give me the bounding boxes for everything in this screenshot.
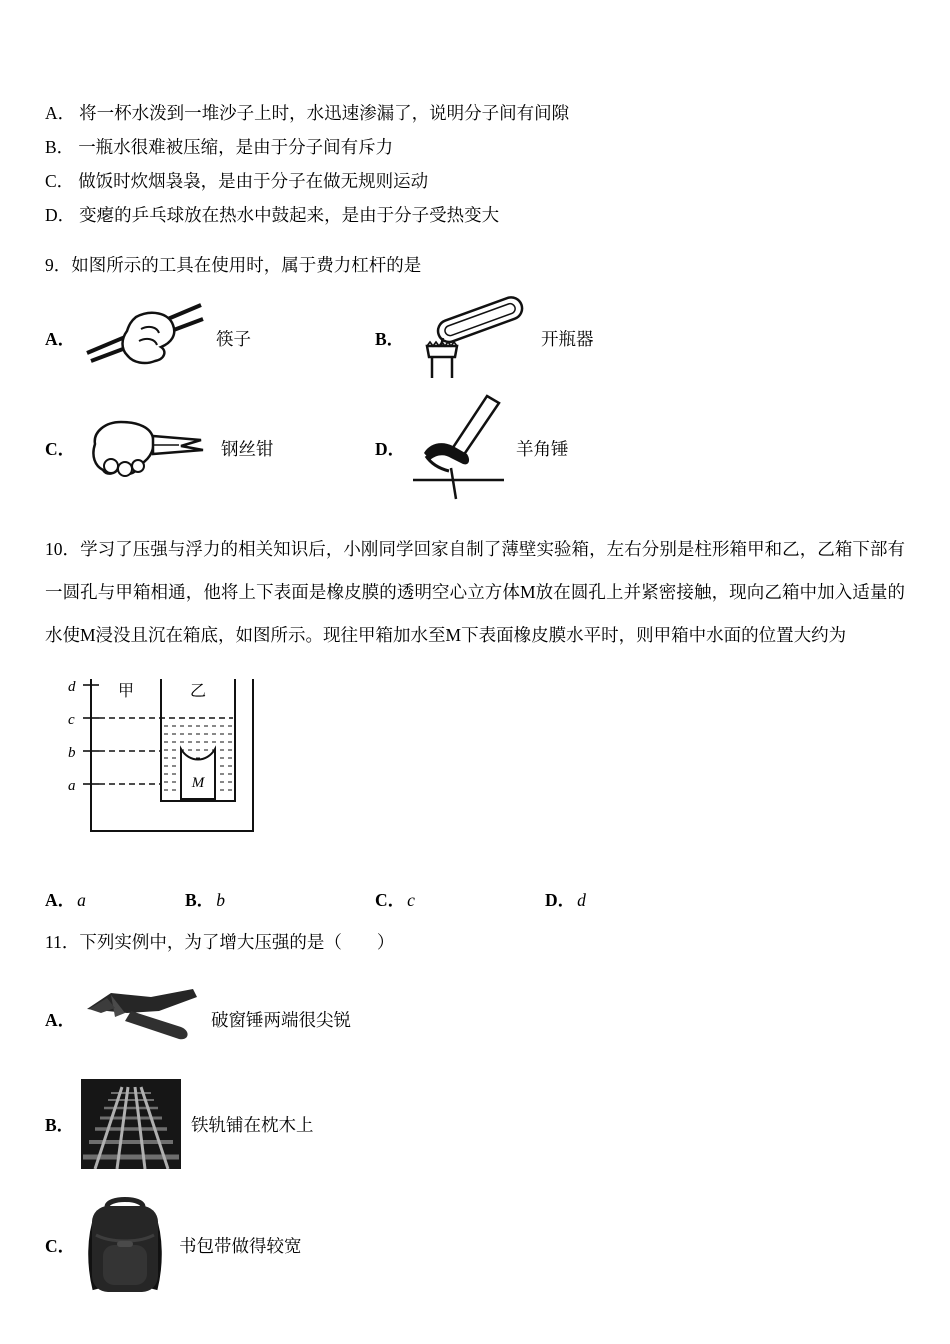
claw-hammer-figure [411, 394, 506, 502]
chopsticks-figure [81, 299, 206, 377]
q10-option-a [45, 883, 185, 917]
figure-caption: 筷子 [216, 328, 251, 349]
option-value: c [407, 890, 415, 910]
option-letter: A． [45, 890, 76, 910]
level-label-b: b [68, 745, 76, 761]
option-text: 一瓶水很难被压缩，是由于分子间有斥力 [78, 137, 394, 157]
option-letter: C． [375, 890, 406, 910]
q9-options-row-1 [45, 294, 905, 382]
option-letter: B． [45, 137, 75, 157]
q11-option-c [45, 1193, 905, 1298]
figure-caption: 开瓶器 [541, 328, 594, 349]
q11-option-a [45, 983, 905, 1055]
level-label-d: d [68, 679, 76, 695]
option-letter: D． [45, 205, 76, 225]
q8-option-a [45, 96, 905, 130]
figure-caption: 破窗锤两端很尖锐 [211, 1009, 351, 1030]
level-label-c: c [68, 712, 75, 728]
q9-options-row-2 [45, 394, 905, 502]
option-letter: D． [375, 438, 406, 459]
option-letter: C． [45, 171, 75, 191]
q10-apparatus-diagram [63, 673, 905, 845]
q9-stem: 9．如图所示的工具在使用时，属于费力杠杆的是 [45, 255, 422, 275]
figure-caption: 铁轨铺在枕木上 [191, 1114, 314, 1135]
q9-option-a [45, 299, 375, 377]
q9-option-b [375, 294, 594, 382]
bottle-opener-icon [411, 294, 531, 382]
q9-option-c [45, 414, 375, 482]
backpack-photo [81, 1193, 169, 1298]
cube-label: M [191, 775, 205, 791]
wire-pliers-figure [81, 414, 211, 482]
option-letter: A． [45, 103, 76, 123]
q8-options-block [45, 96, 905, 232]
q10-option-d [545, 883, 586, 917]
q10-option-c [375, 883, 545, 917]
figure-caption: 书包带做得较宽 [179, 1236, 302, 1256]
q8-option-c [45, 164, 905, 198]
option-text: 变瘪的乒乓球放在热水中鼓起来，是由于分子受热变大 [79, 205, 500, 225]
q8-option-b [45, 130, 905, 164]
railway-track-icon [81, 1079, 181, 1169]
figure-caption: 钢丝钳 [221, 438, 274, 459]
option-value: a [77, 890, 86, 910]
option-letter: C． [45, 1236, 76, 1256]
option-text: 做饭时炊烟袅袅，是由于分子在做无规则运动 [78, 171, 429, 191]
claw-hammer-icon [411, 394, 506, 502]
q11-option-b [45, 1079, 905, 1169]
railway-track-photo [81, 1079, 181, 1169]
right-box-label: 乙 [190, 683, 207, 700]
q10-options-row [45, 883, 905, 917]
q9-option-d [375, 394, 569, 502]
q11-stem: 11．下列实例中，为了增大压强的是（ ） [45, 932, 395, 952]
option-letter: C． [45, 438, 76, 459]
bottle-opener-figure [411, 294, 531, 382]
option-letter: B． [185, 890, 215, 910]
option-letter: B． [375, 328, 405, 349]
option-value: d [577, 890, 586, 910]
option-letter: A． [45, 328, 76, 349]
option-text: 将一杯水泼到一堆沙子上时，水迅速渗漏了，说明分子间有间隙 [79, 103, 570, 123]
emergency-hammer-photo [81, 983, 201, 1055]
option-letter: A． [45, 1009, 76, 1030]
option-letter: D． [545, 890, 576, 910]
option-letter: B． [45, 1114, 75, 1135]
backpack-icon [81, 1193, 169, 1298]
q10-stem: 10．学习了压强与浮力的相关知识后，小刚同学回家自制了薄壁实验箱，左右分别是柱形箱甲和乙，乙箱下部有一圆孔与甲箱相通，他将上下表面是橡皮膜的透明空心立方体M放在圆孔上并紧密接触，现向乙箱中加入适量的水使M浸没且沉在箱底，如图所示。现往甲箱加水至M下表面橡皮膜水平时，则甲箱中水面的位置大约为 [45, 539, 905, 645]
level-label-a: a [68, 778, 76, 794]
option-value: b [216, 890, 225, 910]
q8-option-d [45, 198, 905, 232]
chopsticks-icon [81, 299, 206, 377]
left-box-label: 甲 [118, 683, 135, 700]
figure-caption: 羊角锤 [516, 438, 569, 459]
q10-option-b [185, 883, 375, 917]
q10-apparatus-figure [63, 673, 263, 845]
wire-pliers-icon [81, 414, 211, 482]
emergency-hammer-icon [81, 983, 201, 1055]
